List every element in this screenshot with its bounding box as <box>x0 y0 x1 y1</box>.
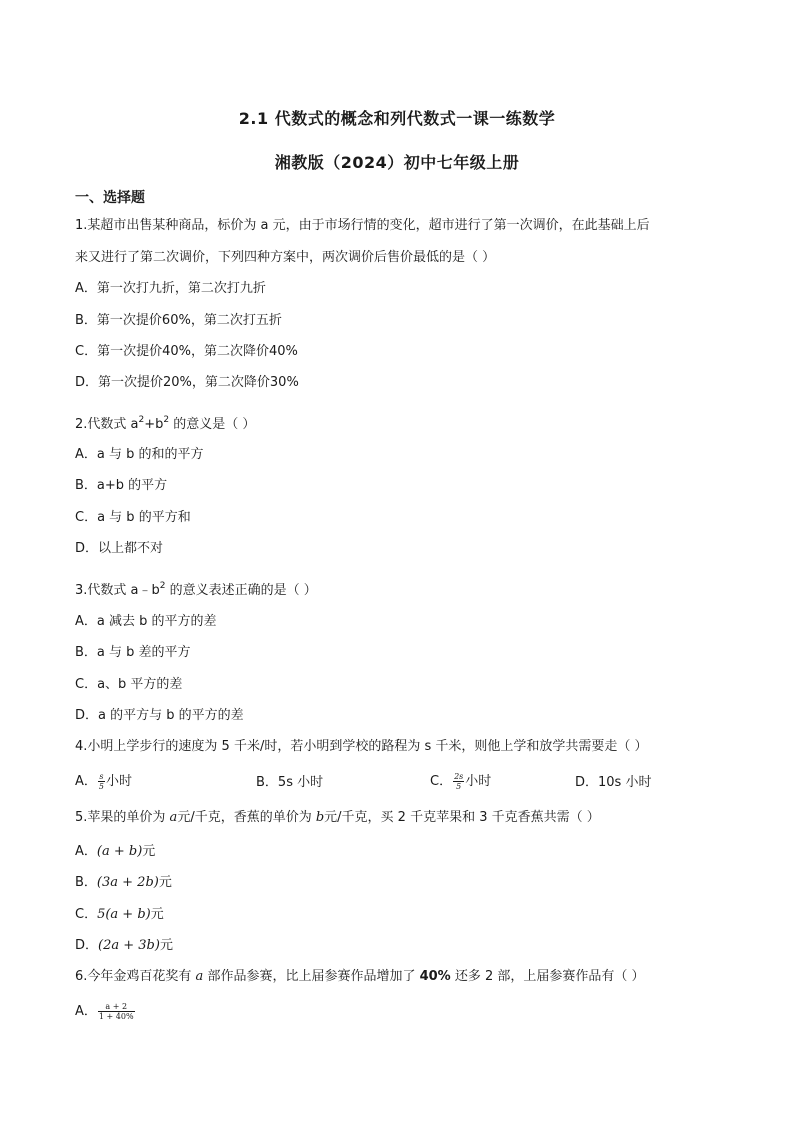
question-2-option-a: A．a 与 b 的和的平方 <box>75 447 204 462</box>
question-3-option-b: B．a 与 b 差的平方 <box>75 645 191 660</box>
question-4-option-b: B．5s 小时 <box>256 775 324 790</box>
math-variable: b <box>315 810 325 825</box>
question-2-stem <box>75 412 255 433</box>
question-6-option-a <box>75 1002 136 1021</box>
option-unit: 元 <box>142 844 156 859</box>
question-2-stem-suffix: 的意义是（ ） <box>169 417 256 432</box>
math-expression: (3a + 2b) <box>96 875 159 890</box>
question-5-option-b <box>75 875 172 891</box>
question-4-option-d: D．10s 小时 <box>575 775 652 790</box>
question-1-stem-line2: 来又进行了第二次调价，下列四种方案中，两次调价后售价最低的是（ ） <box>75 250 496 265</box>
stem-part: 6.今年金鸡百花奖有 <box>75 969 196 984</box>
option-label: C． <box>75 907 98 922</box>
question-2-exponent-1: 2 <box>138 415 145 425</box>
question-5-option-d <box>75 938 173 954</box>
question-2-stem-prefix: 2.代数式 a <box>75 417 139 432</box>
option-label: B． <box>75 875 97 890</box>
option-unit: 元 <box>150 907 164 922</box>
fraction-denominator: 5 <box>98 782 104 791</box>
question-4-option-c <box>430 772 491 791</box>
question-5-option-c <box>75 907 164 923</box>
math-variable: a <box>169 810 178 825</box>
question-2-stem-mid: +b <box>144 417 164 432</box>
question-3-option-a: A．a 减去 b 的平方的差 <box>75 614 217 629</box>
question-1-option-c: C．第一次提价40%，第二次降价40% <box>75 344 298 359</box>
math-variable: a <box>195 969 204 984</box>
question-1-option-b: B．第一次提价60%，第二次打五折 <box>75 313 282 328</box>
percentage: 40% <box>419 969 451 984</box>
question-2-option-d: D．以上都不对 <box>75 541 164 556</box>
option-label: A． <box>75 1004 97 1019</box>
question-1-stem-line1: 1.某超市出售某种商品，标价为 a 元，由于市场行情的变化，超市进行了第一次调价，在此基础上后 <box>75 218 650 233</box>
question-3-stem <box>75 578 317 599</box>
option-label: A． <box>75 774 97 789</box>
question-4-stem: 4.小明上学步行的速度为 5 千米/时，若小明到学校的路程为 s 千米，则他上学和放学共需要走（ ） <box>75 739 648 754</box>
question-3-exponent: 2 <box>159 581 166 591</box>
math-expression: (a + b) <box>96 844 143 859</box>
stem-part: 部作品参赛，比上届参赛作品增加了 <box>203 969 420 984</box>
question-1-option-d: D．第一次提价20%，第二次降价30% <box>75 375 299 390</box>
question-5-option-a <box>75 844 155 860</box>
question-5-stem <box>75 810 600 826</box>
question-3-option-d: D．a 的平方与 b 的平方的差 <box>75 708 244 723</box>
document-title: 2.1 代数式的概念和列代数式一课一练数学 <box>238 109 556 128</box>
fraction <box>98 1002 135 1021</box>
stem-part: 元/千克，香蕉的单价为 <box>177 810 316 825</box>
question-1-option-a: A．第一次打九折，第二次打九折 <box>75 281 266 296</box>
fraction-denominator: 5 <box>456 782 462 791</box>
math-expression: 5(a + b) <box>97 907 151 922</box>
math-expression: (2a + 3b) <box>98 938 160 953</box>
fraction <box>98 772 105 791</box>
question-6-stem <box>75 969 645 985</box>
question-3-stem-prefix: 3.代数式 a﹣b <box>75 583 160 598</box>
question-3-option-c: C．a、b 平方的差 <box>75 677 183 692</box>
option-unit: 小时 <box>106 774 133 789</box>
fraction-numerator: s <box>99 772 104 781</box>
question-2-option-c: C．a 与 b 的平方和 <box>75 510 191 525</box>
section-heading: 一、选择题 <box>75 190 145 206</box>
stem-part: 元/千克，买 2 千克苹果和 3 千克香蕉共需（ ） <box>324 810 600 825</box>
option-label: D． <box>75 938 99 953</box>
question-4-option-a <box>75 772 132 791</box>
document-subtitle: 湘教版（2024）初中七年级上册 <box>274 153 520 172</box>
option-label: C． <box>430 774 453 789</box>
fraction-numerator: 2s <box>454 772 464 781</box>
fraction <box>453 772 464 791</box>
option-unit: 元 <box>159 938 173 953</box>
option-unit: 小时 <box>465 774 492 789</box>
question-2-option-b: B．a+b 的平方 <box>75 478 168 493</box>
question-3-stem-suffix: 的意义表述正确的是（ ） <box>165 583 317 598</box>
stem-part: 还多 2 部，上届参赛作品有（ ） <box>450 969 645 984</box>
option-label: A． <box>75 844 97 859</box>
fraction-numerator: a + 2 <box>98 1002 135 1012</box>
question-2-exponent-2: 2 <box>163 415 170 425</box>
fraction-denominator: 1 + 40% <box>98 1012 134 1021</box>
option-unit: 元 <box>158 875 172 890</box>
stem-part: 5.苹果的单价为 <box>75 810 170 825</box>
